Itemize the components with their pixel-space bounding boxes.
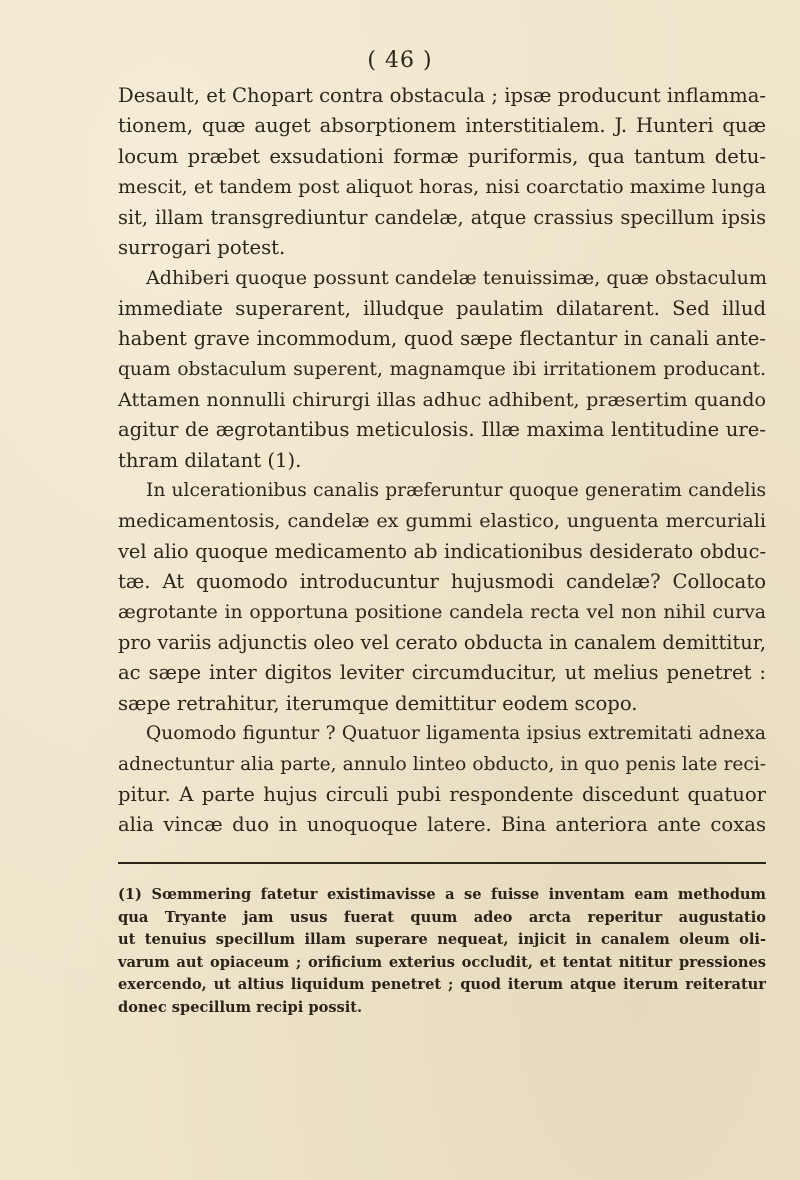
paragraph-start-line: Adhiberi quoque possunt candelæ tenuissimæ, quæ obstaculum [146, 266, 767, 290]
text-line: thram dilatant (1). [118, 448, 302, 472]
text-line: vel alio quoque medicamento ab indicationibus desiderato obduc- [118, 539, 766, 563]
paragraph-start-line: Quomodo figuntur ? Quatuor ligamenta ipsius extremitati adnexa [146, 723, 766, 745]
text-line: ægrotante in opportuna positione candela recta vel non nihil curva [118, 601, 766, 623]
footnote [118, 884, 766, 1020]
text-line: alia vincæ duo in unoquoque latere. Bina anteriora ante coxas [118, 813, 766, 837]
footnote-divider [118, 862, 766, 864]
footnote-line: qua Tryante jam usus fuerat quum adeo arcta reperitur augustatio [118, 908, 766, 926]
footnote-line: exercendo, ut altius liquidum penetret ; quod iterum atque iterum reiteratur [118, 976, 766, 994]
main-text [118, 81, 766, 841]
text-line: sit, illam transgrediuntur candelæ, atque crassius specillum ipsis [118, 205, 766, 229]
page-number: ( 46 ) [367, 48, 433, 73]
text-line: agitur de ægrotantibus meticulosis. Illæ maxima lentitudine ure- [118, 418, 766, 442]
text-line: quam obstaculum superent, magnamque ibi irritationem producant. [118, 358, 766, 380]
text-line: tionem, quæ auget absorptionem interstitialem. J. Hunteri quæ [118, 114, 766, 138]
footnote-line: donec specillum recipi possit. [118, 998, 363, 1016]
paragraph-start-line: In ulcerationibus canalis præferuntur quoque generatim candelis [146, 480, 766, 502]
text-line: pro variis adjunctis oleo vel cerato obducta in canalem demittitur, [118, 631, 766, 655]
footnote-line: ut tenuius specillum illam superare nequeat, injicit in canalem oleum oli- [118, 931, 766, 949]
footnote-line: (1) Sœmmering fatetur existimavisse a se fuisse inventam eam methodum [118, 886, 766, 903]
text-line: ac sæpe inter digitos leviter circumducitur, ut melius penetret : [118, 661, 766, 685]
text-line: tæ. At quomodo introducuntur hujusmodi candelæ? Collocato [118, 570, 766, 594]
text-line: Desault, et Chopart contra obstacula ; ipsæ producunt inflamma- [118, 84, 766, 107]
text-line: medicamentosis, candelæ ex gummi elastico, unguenta mercuriali [118, 509, 766, 533]
footnote-line: varum aut opiaceum ; orificium exterius occludit, et tentat nititur pressiones [118, 953, 766, 971]
text-line: immediate superarent, illudque paulatim dilatarent. Sed illud [118, 296, 766, 320]
text-line: Attamen nonnulli chirurgi illas adhuc adhibent, præsertim quando [118, 387, 766, 411]
text-line: mescit, et tandem post aliquot horas, nisi coarctatio maxime lunga [118, 175, 766, 199]
text-line: sæpe retrahitur, iterumque demittitur eodem scopo. [118, 691, 638, 715]
text-line: adnectuntur alia parte, annulo linteo obducto, in quo penis late reci- [118, 753, 766, 775]
text-line: habent grave incommodum, quod sæpe flectantur in canali ante- [118, 327, 766, 351]
text-line: surrogari potest. [118, 235, 286, 259]
text-line: pitur. A parte hujus circuli pubi respondente discedunt quatuor [118, 782, 766, 806]
text-line: locum præbet exsudationi formæ puriformis, qua tantum detu- [118, 144, 766, 168]
